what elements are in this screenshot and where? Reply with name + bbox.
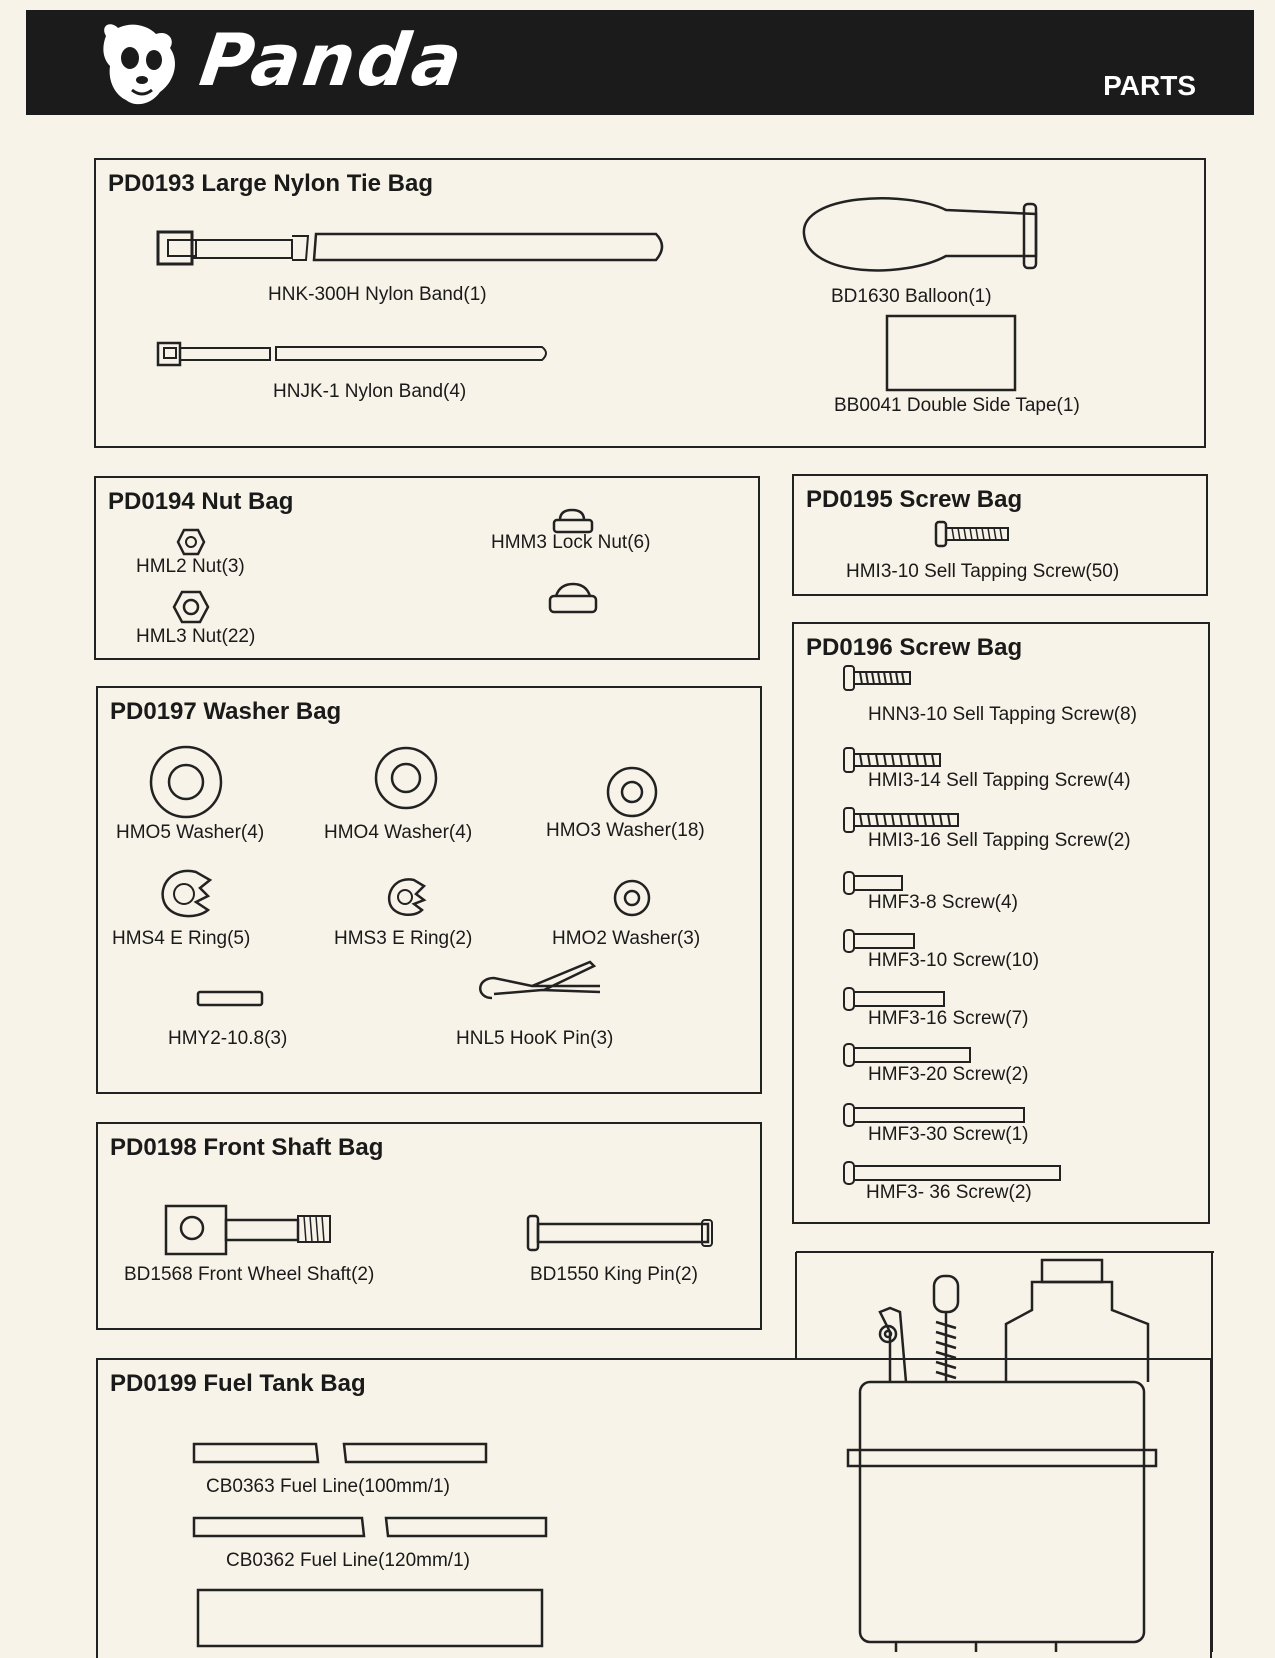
bag-pd0193: [94, 158, 1206, 448]
item-label: HMI3-16 Sell Tapping Screw(2): [868, 830, 1131, 851]
bag-pd0198: [96, 1122, 762, 1330]
lock-nut-icon: [552, 508, 594, 534]
washer-icon: [148, 744, 224, 820]
tapping-screw-icon: [934, 520, 1014, 548]
item-label: HMF3-16 Screw(7): [868, 1008, 1029, 1029]
screws-group-icon: [840, 662, 1080, 1182]
fuel-line-icon: [192, 1442, 492, 1466]
item-label: HMS3 E Ring(2): [334, 928, 473, 949]
bag-title: PD0193 Large Nylon Tie Bag: [108, 170, 434, 197]
item-label: HNN3-10 Sell Tapping Screw(8): [868, 704, 1137, 725]
item-label: HMI3-10 Sell Tapping Screw(50): [846, 561, 1120, 582]
item-label: HNL5 HooK Pin(3): [456, 1028, 614, 1049]
item-label: HMF3-20 Screw(2): [868, 1064, 1029, 1085]
item-label: HMI3-14 Sell Tapping Screw(4): [868, 770, 1131, 791]
e-ring-icon: [384, 876, 430, 918]
bag-pd0196: [792, 622, 1210, 1224]
panda-logo-icon: [96, 18, 196, 110]
item-label: BB0041 Double Side Tape(1): [834, 395, 1080, 416]
nut-icon: [176, 528, 206, 556]
brand-logo-text: Panda: [195, 18, 471, 102]
bag-pd0194: [94, 476, 760, 660]
washer-icon: [612, 878, 652, 918]
washer-icon: [606, 766, 658, 818]
bag-title: PD0197 Washer Bag: [110, 698, 342, 725]
king-pin-icon: [526, 1214, 722, 1254]
bag-title: PD0194 Nut Bag: [108, 488, 294, 515]
nut-icon: [172, 590, 210, 624]
item-label: BD1630 Balloon(1): [831, 286, 992, 307]
item-label: HMF3-10 Screw(10): [868, 950, 1040, 971]
item-label: HMF3-30 Screw(1): [868, 1124, 1029, 1145]
hook-pin-icon: [472, 960, 602, 1010]
double-side-tape-icon: [885, 314, 1019, 394]
lock-nut-icon: [548, 582, 598, 616]
item-label: HMO5 Washer(4): [116, 822, 265, 843]
bag-pd0197: [96, 686, 762, 1094]
fuel-line-icon: [192, 1516, 552, 1540]
item-label: HML3 Nut(22): [136, 626, 256, 647]
item-label: HMO2 Washer(3): [552, 928, 701, 949]
item-label: HMF3- 36 Screw(2): [866, 1182, 1032, 1203]
bag-title: PD0195 Screw Bag: [806, 486, 1023, 513]
item-label: BD1568 Front Wheel Shaft(2): [124, 1264, 375, 1285]
item-label: CB0363 Fuel Line(100mm/1): [206, 1476, 450, 1497]
item-label: HMS4 E Ring(5): [112, 928, 251, 949]
nylon-band-large-icon: [156, 228, 676, 272]
bag-pd0195: [792, 474, 1208, 596]
item-label: HNJK-1 Nylon Band(4): [273, 381, 467, 402]
washer-icon: [374, 746, 438, 810]
fuel-tank-illustration: [796, 1252, 1214, 1652]
item-label: BD1550 King Pin(2): [530, 1264, 698, 1285]
item-label: HMF3-8 Screw(4): [868, 892, 1018, 913]
item-label: HMY2-10.8(3): [168, 1028, 288, 1049]
balloon-icon: [796, 184, 1056, 280]
item-label: HNK-300H Nylon Band(1): [268, 284, 487, 305]
bag-title: PD0196 Screw Bag: [806, 634, 1023, 661]
bag-title: PD0198 Front Shaft Bag: [110, 1134, 384, 1161]
item-label: HMM3 Lock Nut(6): [491, 532, 651, 553]
section-label: PARTS: [1103, 70, 1196, 101]
bag-title: PD0199 Fuel Tank Bag: [110, 1370, 366, 1397]
header-bar: [26, 10, 1254, 115]
nylon-band-small-icon: [156, 340, 556, 370]
fuel-filter-icon: [196, 1588, 546, 1650]
front-wheel-shaft-icon: [164, 1204, 344, 1260]
item-label: HML2 Nut(3): [136, 556, 245, 577]
item-label: CB0362 Fuel Line(120mm/1): [226, 1550, 470, 1571]
item-label: HMO4 Washer(4): [324, 822, 473, 843]
item-label: HMO3 Washer(18): [546, 820, 705, 841]
pin-icon: [196, 990, 266, 1008]
e-ring-icon: [156, 866, 218, 920]
